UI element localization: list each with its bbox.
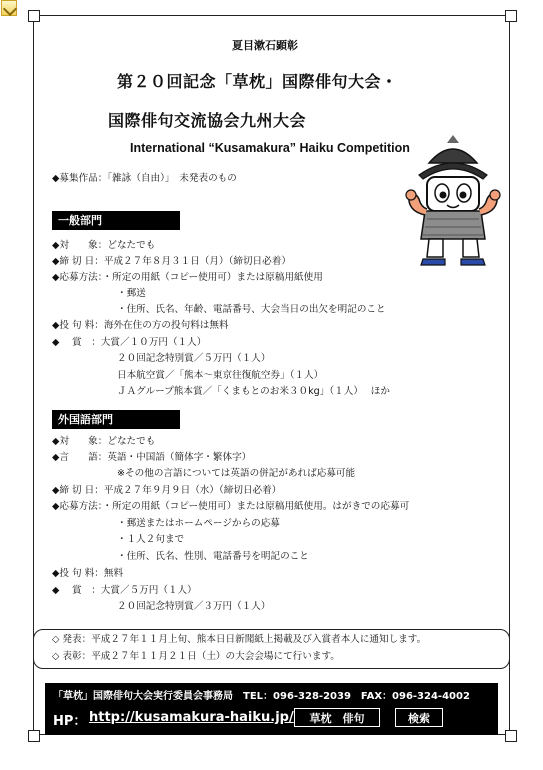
list-item: ２０回記念特別賞／５万円（１人） bbox=[117, 353, 271, 364]
list-item: ＪＡグループ熊本賞／「くまもとのお米３０kg」（１人） ほか bbox=[117, 386, 390, 397]
list-item: ２０回記念特別賞／３万円（１人） bbox=[117, 601, 271, 612]
notice-announcement: ◇ 発表：平成２７年１１月上旬、熊本日日新聞紙上掲載及び入賞者本人に通知します。 bbox=[52, 634, 427, 645]
frame-corner bbox=[505, 10, 517, 22]
list-item: ◆言 語：英語・中国語（簡体字・繁体字） bbox=[52, 452, 252, 463]
section-heading-foreign: 外国語部門 bbox=[52, 410, 180, 429]
frame-corner bbox=[28, 10, 40, 22]
list-item: ◆ 賞 ：大賞／５万円（１人） bbox=[52, 585, 197, 596]
theme-line: ◆募集作品：「雑詠（自由）」 未発表のもの bbox=[52, 173, 237, 184]
subtitle: 夏目漱石顕彰 bbox=[232, 39, 298, 52]
list-item: ・郵送またはホームページからの応募 bbox=[117, 518, 280, 529]
list-item: ・住所、氏名、年齢、電話番号、大会当日の出欠を明記のこと bbox=[117, 304, 386, 315]
list-item: ・１人２句まで bbox=[117, 534, 185, 545]
page-title-line2: 国際俳句交流協会九州大会 bbox=[108, 111, 307, 130]
frame-corner bbox=[28, 730, 40, 742]
notice-award: ◇ 表彰：平成２７年１１月２１日（土）の大会会場にて行います。 bbox=[52, 651, 340, 662]
list-item: ※その他の言語については英語の併記があれば応募可能 bbox=[117, 468, 356, 479]
page-title: 第２０回記念「草枕」国際俳句大会・ bbox=[117, 72, 398, 91]
list-item: 日本航空賞／「熊本～東京往復航空券」（１人） bbox=[117, 370, 324, 381]
list-item: ◆対 象：どなたでも bbox=[52, 436, 156, 447]
list-item: ◆投 句 料：海外在住の方の投句料は無料 bbox=[52, 320, 229, 331]
list-item: ◆投 句 料：無料 bbox=[52, 568, 124, 579]
list-item: ◆ 賞 ：大賞／１０万円（１人） bbox=[52, 337, 207, 348]
list-item: ◆応募方法：・所定の用紙（コピー使用可）または原稿用紙使用 bbox=[52, 272, 323, 283]
list-item: ◆締 切 日：平成２７年９月９日（水）（締切日必着） bbox=[52, 485, 282, 496]
search-button[interactable]: 検索 bbox=[395, 708, 443, 727]
contact-footer bbox=[45, 683, 498, 735]
list-item: ・住所、氏名、性別、電話番号を明記のこと bbox=[117, 551, 309, 562]
list-item: ◆対 象：どなたでも bbox=[52, 240, 156, 251]
search-term-box[interactable]: 草枕 俳句 bbox=[294, 708, 380, 727]
section-heading-general: 一般部門 bbox=[52, 211, 180, 230]
document-icon bbox=[1, 0, 17, 16]
frame-corner bbox=[505, 730, 517, 742]
homepage-link[interactable]: http://kusamakura-haiku.jp/ bbox=[89, 710, 294, 725]
mascot-illustration bbox=[397, 133, 509, 273]
list-item: ◆応募方法：・所定の用紙（コピー使用可）または原稿用紙使用。はがきでの応募可 bbox=[52, 501, 410, 512]
title-english: International “Kusamakura” Haiku Competition bbox=[130, 141, 410, 155]
list-item: ◆締 切 日：平成２７年８月３１日（月）（締切日必着） bbox=[52, 256, 291, 267]
homepage-label: HP： bbox=[53, 714, 87, 729]
contact-info: 「草枕」国際俳句大会実行委員会事務局 TEL：096-328-2039 FAX：096-324-4002 bbox=[53, 691, 470, 702]
list-item: ・郵送 bbox=[117, 288, 146, 299]
